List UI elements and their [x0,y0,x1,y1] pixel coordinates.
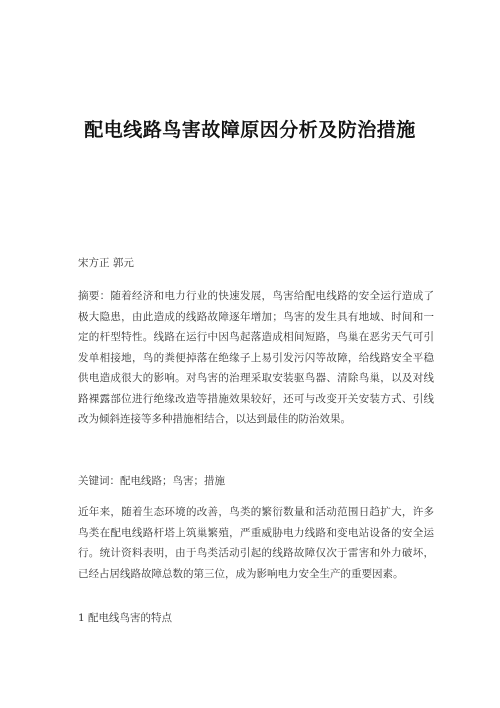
section-heading: 1 配电线鸟害的特点 [78,612,173,624]
intro-paragraph: 近年来，随着生态环境的改善，鸟类的繁衍数量和活动范围日趋扩大，许多鸟类在配电线路杆塔上筑巢繁殖，严重威胁电力线路和变电站设备的安全运行。统计资料表明，由于鸟类活动引起的线路故障仅次于雷害和外力破坏，已经占居线路故障总数的第三位，成为影响电力安全生产的重要因素。 [78,506,434,580]
abstract-paragraph: 摘要：随着经济和电力行业的快速发展，鸟害给配电线路的安全运行造成了极大隐患，由此造成的线路故障逐年增加；鸟害的发生具有地域、时间和一定的杆型特性。线路在运行中因鸟起落造成相间短路，鸟巢在恶劣天气可引发单相接地，鸟的粪便掉落在绝缘子上易引发污闪等故障，给线路安全平稳供电造成很大的影响。对鸟害的治理采取安装驱鸟器、清除鸟巢，以及对线路裸露部位进行绝缘改造等措施效果较好，还可与改变开关安装方式、引线改为倾斜连接等多种措施相结合，以达到最佳的防治效果。 [78,290,434,425]
keywords-line: 关键词：配电线路；鸟害；措施 [78,475,225,487]
author-line: 宋方正 郭元 [78,257,134,269]
document-title: 配电线路鸟害故障原因分析及防治措施 [84,119,416,141]
